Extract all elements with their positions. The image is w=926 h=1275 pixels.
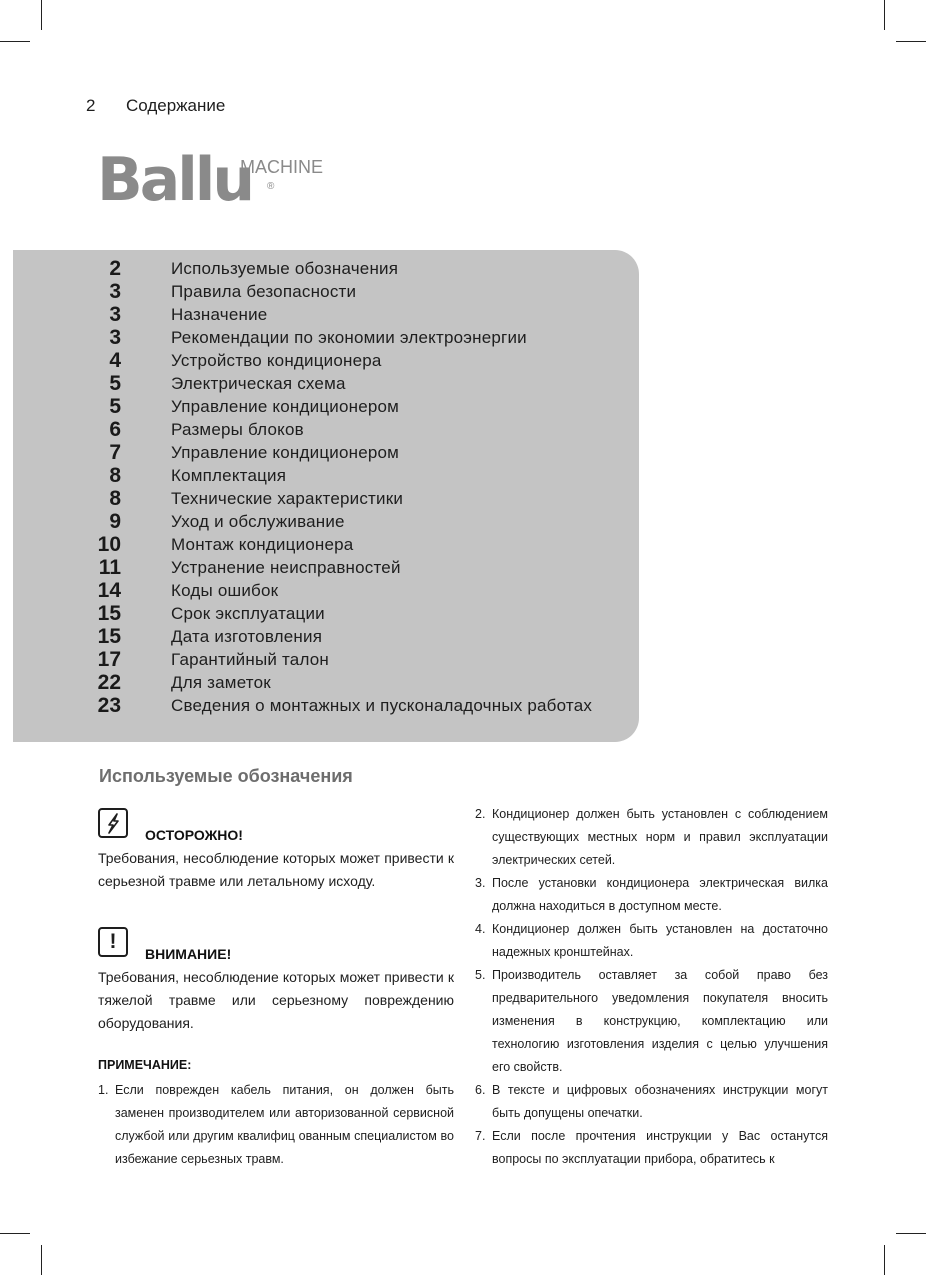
toc-title: Правила безопасности	[171, 282, 357, 301]
list-item: 1. Если поврежден кабель питания, он должен быть заменен производителем или авторизованной сервисной службой или другим квалифиц ованным специалистом во избежание серьезных травм.	[98, 1083, 454, 1166]
list-item: 2. Кондиционер должен быть установлен с соблюдением существующих местных норм и правил эксплуатации электрических сетей.	[475, 807, 828, 867]
toc-row	[13, 326, 633, 349]
toc-page-number: 14	[97, 579, 121, 602]
toc-page-number: 4	[109, 349, 121, 372]
toc-row	[13, 625, 633, 648]
crop-mark	[41, 0, 42, 30]
attention-header	[98, 927, 454, 963]
crop-mark	[896, 1233, 926, 1234]
toc-title: Гарантийный талон	[171, 650, 330, 669]
toc-page-number: 17	[97, 648, 121, 671]
page-header	[86, 96, 225, 116]
page-number: 2	[86, 96, 96, 115]
toc-row	[13, 441, 633, 464]
toc-row	[13, 648, 633, 671]
toc-page-number: 5	[109, 372, 121, 395]
toc-row	[13, 372, 633, 395]
caution-header	[98, 808, 454, 844]
right-column	[475, 803, 828, 1171]
toc-page-number: 3	[109, 280, 121, 303]
caution-text: Требования, несоблюдение которых может привести к серьезной травме или летальному исходу.	[98, 850, 454, 889]
toc-title: Устранение неисправностей	[171, 558, 401, 577]
toc-page-number: 23	[97, 694, 121, 717]
toc-row	[13, 487, 633, 510]
toc-title: Технические характеристики	[171, 489, 404, 508]
toc-row	[13, 533, 633, 556]
toc-page-number: 3	[109, 303, 121, 326]
crop-mark	[0, 41, 30, 42]
toc-row	[13, 395, 633, 418]
toc-title: Уход и обслуживание	[171, 512, 345, 531]
exclamation-icon: !	[98, 927, 128, 957]
list-item: 6. В тексте и цифровых обозначениях инструкции могут быть допущены опечатки.	[475, 1083, 828, 1120]
logo-subtitle: MACHINE	[240, 157, 324, 177]
crop-mark	[884, 1245, 885, 1275]
toc-row	[13, 464, 633, 487]
left-column	[98, 808, 454, 1171]
lightning-warning-icon	[98, 808, 128, 838]
toc-page-number: 5	[109, 395, 121, 418]
toc-page-number: 8	[109, 464, 121, 487]
toc-title: Монтаж кондиционера	[171, 535, 354, 554]
toc-row	[13, 602, 633, 625]
attention-text: Требования, несоблюдение которых может привести к тяжелой травме или серьезному повреждению оборудования.	[98, 969, 454, 1031]
toc-page-number: 15	[97, 602, 121, 625]
toc-title: Электрическая схема	[171, 374, 346, 393]
toc-row	[13, 418, 633, 441]
toc-row	[13, 556, 633, 579]
toc-page-number: 9	[109, 510, 121, 533]
toc-row	[13, 671, 633, 694]
toc-page-number: 6	[109, 418, 121, 441]
crop-mark	[896, 41, 926, 42]
toc-title: Срок эксплуатации	[171, 604, 325, 623]
crop-mark	[884, 0, 885, 30]
toc-page-number: 7	[109, 441, 121, 464]
toc-title: Назначение	[171, 305, 268, 324]
toc-title: Дата изготовления	[171, 627, 323, 646]
toc-page-number: 22	[97, 671, 121, 694]
brand-logo	[97, 145, 324, 215]
toc-row	[13, 257, 633, 280]
toc-title: Управление кондиционером	[171, 397, 400, 416]
notes-list-left	[98, 1079, 454, 1171]
toc-title: Комплектация	[171, 466, 287, 485]
list-item: 5. Производитель оставляет за собой право без предварительного уведомления покупателя вносить изменения в конструкцию, комплектацию или технологию изготовления изделия с целью улучшения его свойств.	[475, 968, 828, 1074]
toc-row	[13, 694, 633, 717]
toc-title: Устройство кондиционера	[171, 351, 382, 370]
page-title: Содержание	[126, 96, 226, 115]
note-title: ПРИМЕЧАНИЕ:	[98, 1058, 192, 1072]
section-title: Используемые обозначения	[99, 766, 353, 786]
toc-page-number: 2	[109, 257, 121, 280]
attention-label: ВНИМАНИЕ!	[145, 946, 232, 962]
toc-row	[13, 303, 633, 326]
toc-row	[13, 579, 633, 602]
toc-row	[13, 349, 633, 372]
toc-page-number: 8	[109, 487, 121, 510]
toc-title: Рекомендации по экономии электроэнергии	[171, 328, 527, 347]
notes-list-right	[475, 803, 828, 1171]
list-item: 7. Если после прочтения инструкции у Вас останутся вопросы по эксплуатации прибора, обратитесь к	[475, 1129, 828, 1166]
toc-title: Используемые обозначения	[171, 259, 399, 278]
toc-title: Размеры блоков	[171, 420, 304, 439]
logo-wordmark: Ballu	[97, 145, 253, 215]
toc-row	[13, 510, 633, 533]
toc-title: Для заметок	[171, 673, 271, 692]
registered-mark: ®	[267, 181, 275, 192]
toc-page-number: 15	[97, 625, 121, 648]
toc-title: Коды ошибок	[171, 581, 279, 600]
table-of-contents	[13, 250, 639, 742]
crop-mark	[41, 1245, 42, 1275]
toc-page-number: 11	[98, 556, 121, 579]
caution-label: ОСТОРОЖНО!	[145, 827, 243, 843]
toc-title: Сведения о монтажных и пусконаладочных работах	[171, 696, 593, 715]
toc-title: Управление кондиционером	[171, 443, 400, 462]
toc-row	[13, 280, 633, 303]
toc-page-number: 3	[109, 326, 121, 349]
toc-page-number: 10	[97, 533, 121, 556]
list-item: 4. Кондиционер должен быть установлен на достаточно надежных кронштейнах.	[475, 922, 828, 959]
crop-mark	[0, 1233, 30, 1234]
list-item: 3. После установки кондиционера электрическая вилка должна находиться в доступном месте.	[475, 876, 828, 913]
